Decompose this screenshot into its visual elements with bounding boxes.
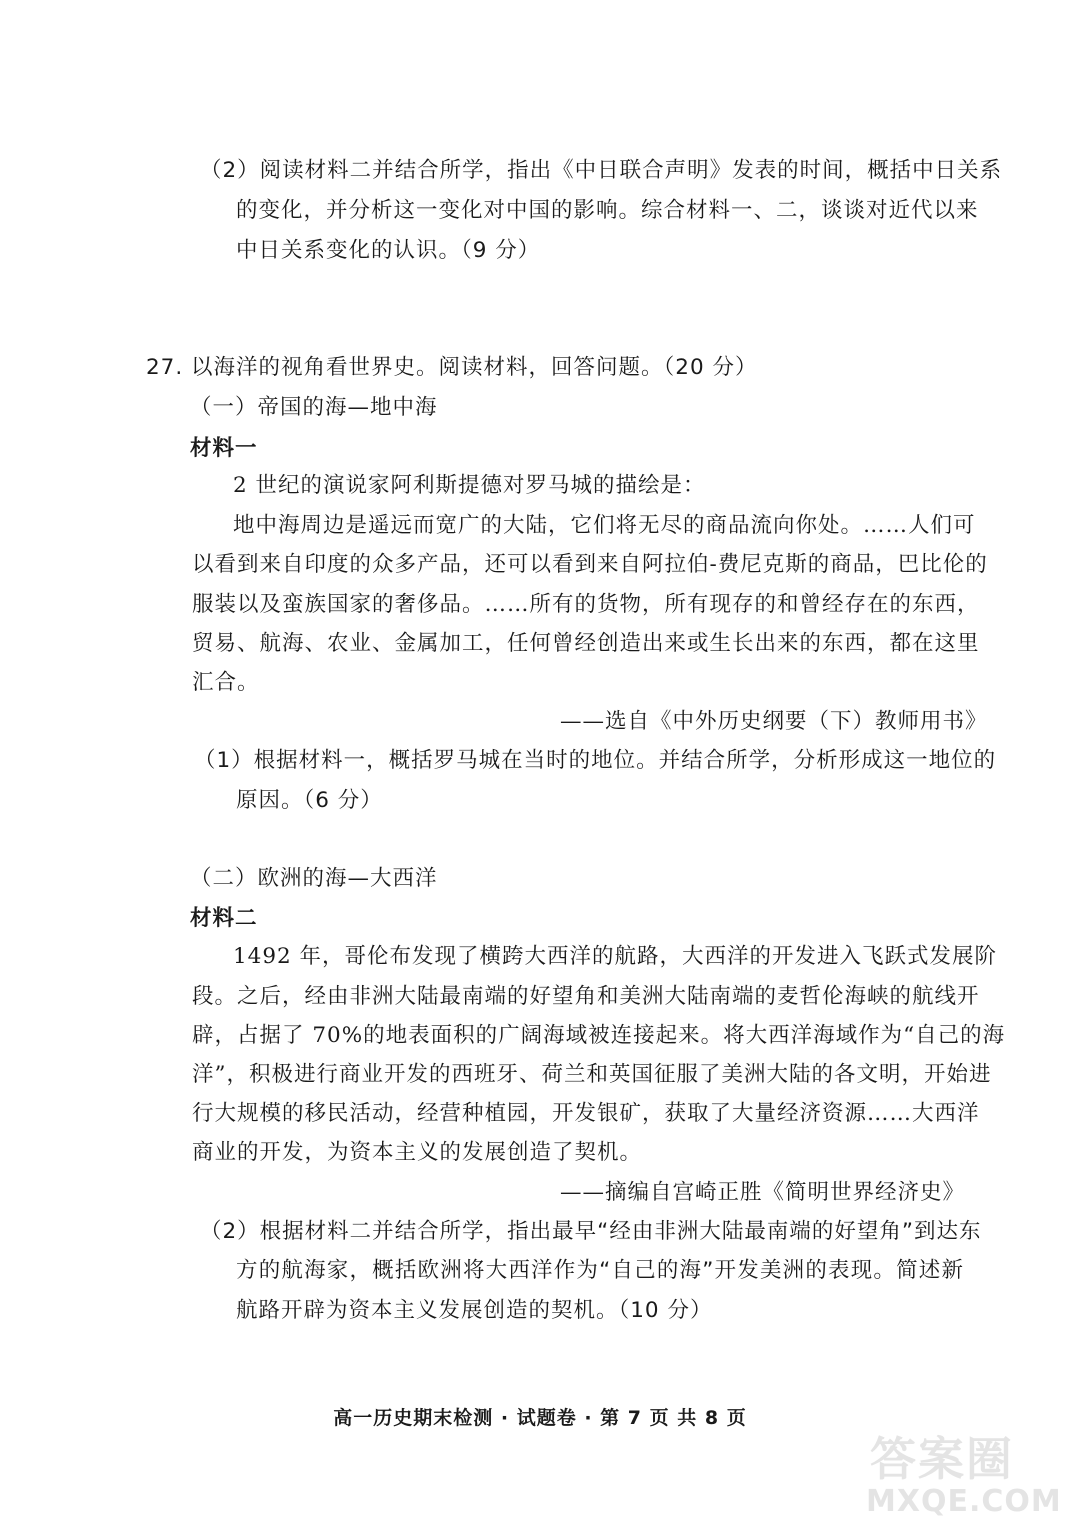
section2-question-line-1: （2）根据材料二并结合所学，指出最早“经由非洲大陆最南端的好望角”到达东	[200, 1219, 982, 1244]
section1-question-line-1: （1）根据材料一，概括罗马城在当时的地位。并结合所学，分析形成这一地位的	[194, 748, 997, 773]
material2-label: 材料二	[190, 906, 258, 931]
material2-quote-line-2: 段。之后，经由非洲大陆最南端的好望角和美洲大陆南端的麦哲伦海峡的航线开	[192, 984, 980, 1009]
section1-question-line-2: 原因。（6 分）	[236, 788, 383, 813]
q27-header: 27. 以海洋的视角看世界史。阅读材料，回答问题。（20 分）	[146, 355, 758, 380]
material2-quote-line-5: 行大规模的移民活动，经营种植园，开发银矿，获取了大量经济资源……大西洋	[192, 1101, 980, 1126]
material1-quote-line-1: 地中海周边是遥远而宽广的大陆，它们将无尽的商品流向你处。……人们可	[233, 513, 976, 538]
material1-quote-line-3: 服装以及蛮族国家的奢侈品。……所有的货物，所有现存的和曾经存在的东西，	[192, 592, 980, 617]
material1-quote-line-4: 贸易、航海、农业、金属加工，任何曾经创造出来或生长出来的东西，都在这里	[192, 631, 980, 656]
material1-source: ——选自《中外历史纲要（下）教师用书》	[560, 709, 988, 734]
material2-quote-line-4: 洋”，积极进行商业开发的西班牙、荷兰和英国征服了美洲大陆的各文明，开始进	[192, 1062, 992, 1087]
section2-title: （二）欧洲的海—大西洋	[190, 866, 438, 891]
watermark-site-text: MXQE.COM	[866, 1484, 1062, 1519]
watermark-logo	[866, 1423, 1062, 1519]
q26-part2-line-2: 的变化，并分析这一变化对中国的影响。综合材料一、二，谈谈对近代以来	[236, 198, 979, 223]
page-footer: 高一历史期末检测 · 试题卷 · 第 7 页 共 8 页	[333, 1407, 747, 1429]
material1-label: 材料一	[190, 436, 258, 461]
section2-question-line-3: 航路开辟为资本主义发展创造的契机。（10 分）	[236, 1298, 713, 1323]
material2-source: ——摘编自宫崎正胜《简明世界经济史》	[560, 1180, 966, 1205]
q26-part2-line-3: 中日关系变化的认识。（9 分）	[236, 238, 541, 263]
material1-intro: 2 世纪的演说家阿利斯提德对罗马城的描绘是：	[233, 473, 706, 498]
material2-quote-line-3: 辟，占据了 70%的地表面积的广阔海域被连接起来。将大西洋海域作为“自己的海	[192, 1023, 1006, 1048]
q26-part2-line-1: （2）阅读材料二并结合所学，指出《中日联合声明》发表的时间，概括中日关系	[200, 158, 1003, 183]
material2-quote-line-6: 商业的开发，为资本主义的发展创造了契机。	[192, 1140, 643, 1165]
section2-question-line-2: 方的航海家，概括欧洲将大西洋作为“自己的海”开发美洲的表现。简述新	[236, 1258, 964, 1283]
section1-title: （一）帝国的海—地中海	[190, 395, 438, 420]
material2-quote-line-1: 1492 年，哥伦布发现了横跨大西洋的航路，大西洋的开发进入飞跃式发展阶	[233, 944, 998, 969]
watermark-logo-text: 答案圈	[870, 1432, 1014, 1486]
material1-quote-line-5: 汇合。	[192, 670, 260, 695]
material1-quote-line-2: 以看到来自印度的众多产品，还可以看到来自阿拉伯-费尼克斯的商品，巴比伦的	[192, 552, 988, 577]
